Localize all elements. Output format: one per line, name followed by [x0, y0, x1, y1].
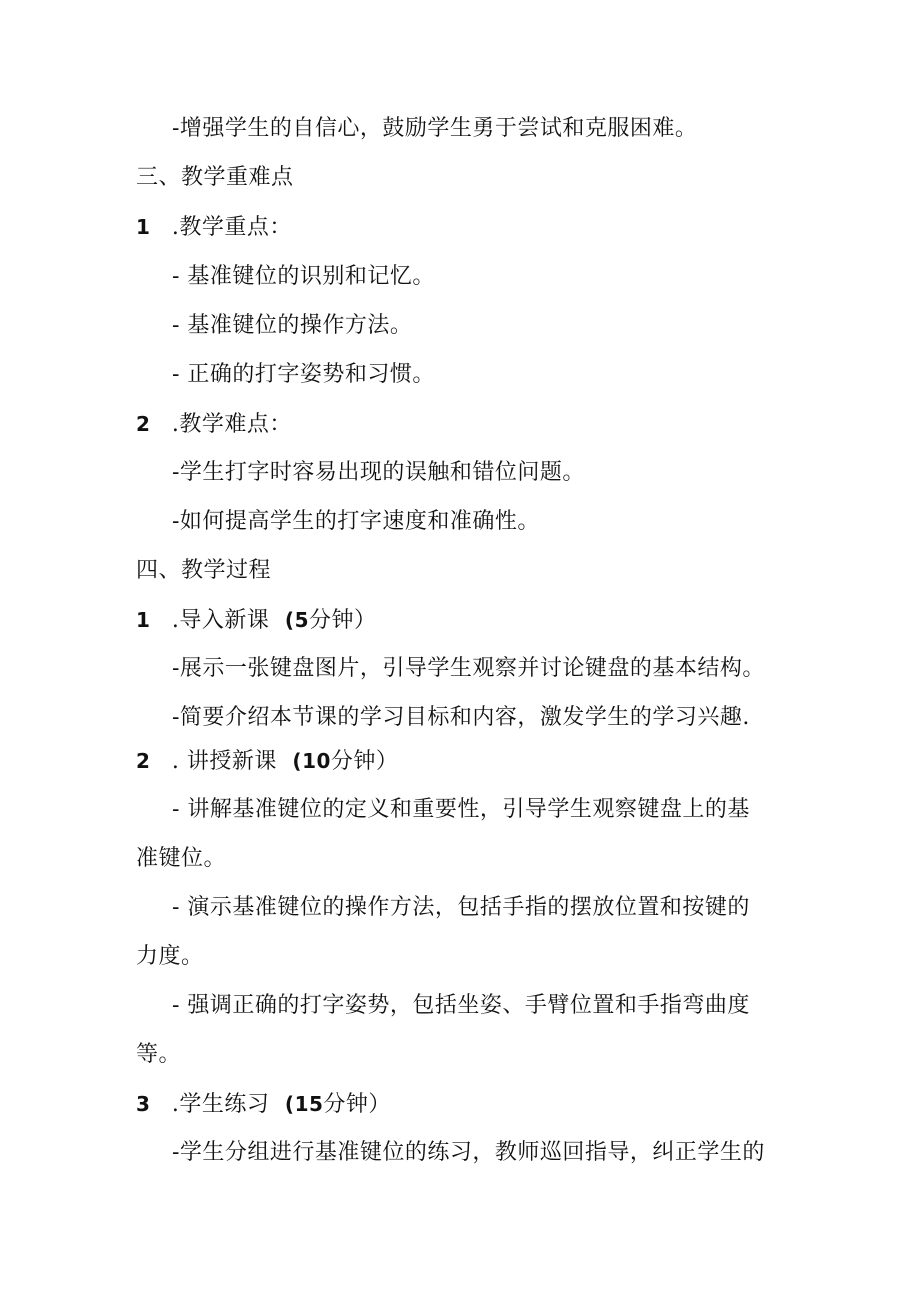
- paren-open: (: [284, 1092, 295, 1116]
- bullet-line: -学生打字时容易出现的误触和错位问题。: [172, 460, 585, 485]
- section-heading: 三、教学重难点: [136, 165, 294, 190]
- subheading-line: [136, 212, 292, 243]
- subheading-line: [136, 605, 377, 636]
- duration-number: 10: [302, 749, 331, 773]
- bullet-line: - 强调正确的打字姿势，包括坐姿、手臂位置和手指弯曲度: [172, 993, 750, 1018]
- duration-unit: 分钟）: [308, 608, 377, 633]
- duration-unit: 分钟）: [323, 1092, 391, 1117]
- section-heading: 四、教学过程: [136, 558, 272, 583]
- subheading-text: .教学难点：: [171, 412, 292, 437]
- paragraph-line: -增强学生的自信心，鼓励学生勇于尝试和克服困难。: [172, 116, 698, 141]
- bullet-line: - 基准键位的操作方法。: [172, 313, 413, 338]
- continuation-line: 等。: [136, 1042, 182, 1067]
- bullet-line: -如何提高学生的打字速度和准确性。: [172, 509, 540, 534]
- list-number: 1: [136, 215, 151, 239]
- list-number: 2: [136, 749, 151, 773]
- subheading-text: . 讲授新课: [171, 749, 277, 774]
- list-number: 1: [136, 608, 151, 632]
- list-number: 3: [136, 1092, 151, 1116]
- paren-open: (: [292, 749, 303, 773]
- subheading-text: .学生练习: [171, 1092, 270, 1117]
- subheading-line: [136, 1089, 391, 1120]
- duration-unit: 分钟）: [330, 749, 399, 774]
- bullet-line: -展示一张键盘图片，引导学生观察并讨论键盘的基本结构。: [172, 656, 765, 681]
- duration-number: 5: [294, 608, 309, 632]
- bullet-line: -简要介绍本节课的学习目标和内容，激发学生的学习兴趣.: [172, 705, 750, 730]
- continuation-line: 力度。: [136, 944, 204, 969]
- bullet-line: -学生分组进行基准键位的练习，教师巡回指导，纠正学生的: [172, 1140, 765, 1165]
- duration-number: 15: [294, 1092, 324, 1116]
- list-number: 2: [136, 412, 151, 436]
- subheading-text: .教学重点：: [171, 215, 292, 240]
- continuation-line: 准键位。: [136, 846, 227, 871]
- subheading-line: [136, 746, 398, 777]
- subheading-line: [136, 409, 292, 440]
- bullet-line: - 基准键位的识别和记忆。: [172, 264, 435, 289]
- bullet-line: - 讲解基准键位的定义和重要性，引导学生观察键盘上的基: [172, 797, 750, 822]
- subheading-text: .导入新课: [171, 608, 270, 633]
- bullet-line: - 演示基准键位的操作方法，包括手指的摆放位置和按键的: [172, 895, 750, 920]
- bullet-line: - 正确的打字姿势和习惯。: [172, 362, 435, 387]
- paren-open: (: [284, 608, 295, 632]
